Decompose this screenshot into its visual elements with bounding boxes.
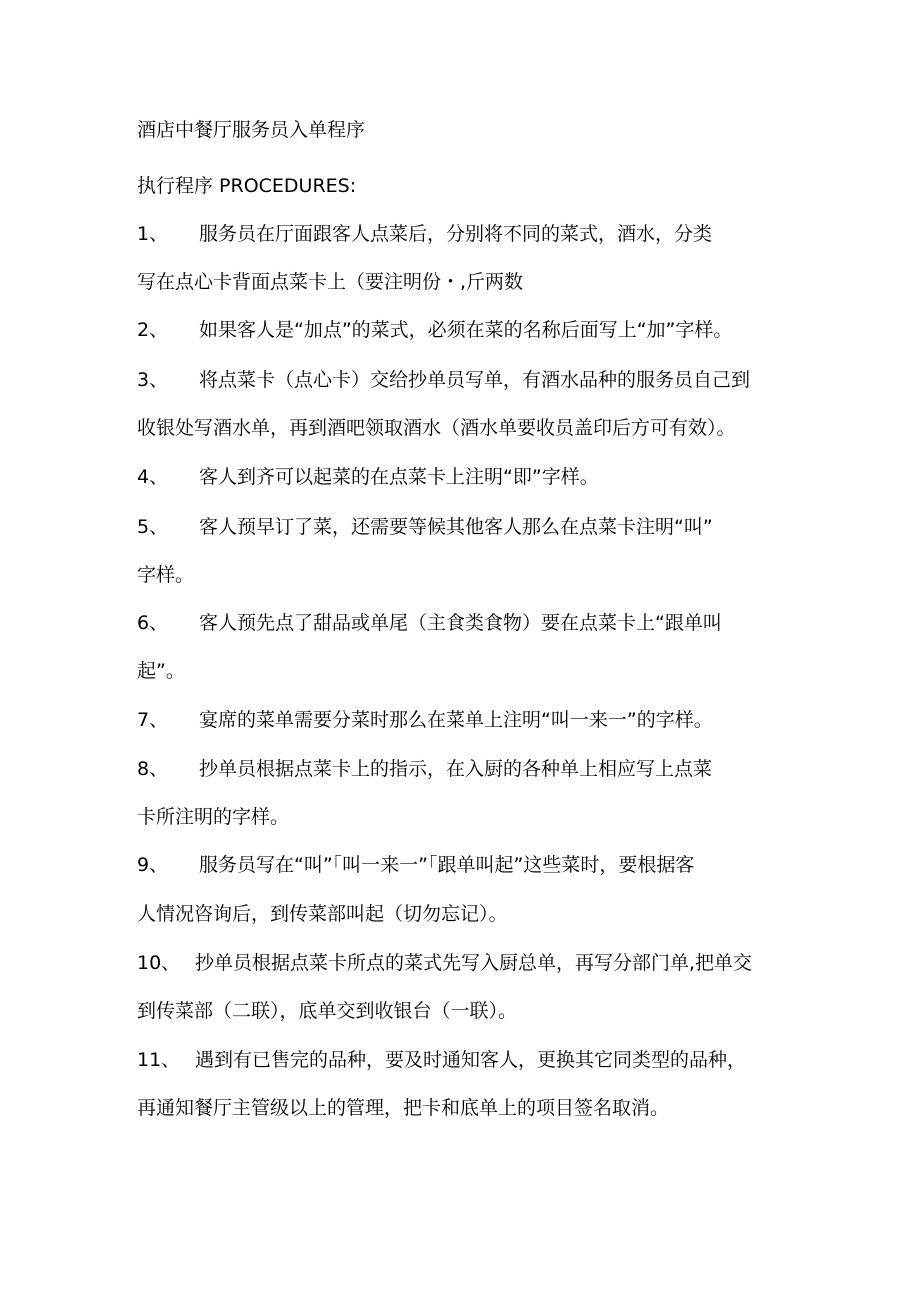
item-text: 客人预早订了菜，还需要等候其他客人那么在点菜卡注明“叫” [199,516,713,538]
item-text: 客人预先点了甜品或单尾（主食类食物）要在点菜卡上“跟单叫 [199,612,722,634]
item-text: 服务员写在“叫”「叫一来一”「跟单叫起”这些菜时，要根据客 [199,854,695,876]
list-item-10 [137,951,752,975]
item-number: 7、 [137,709,169,731]
list-item-5-continuation: 字样。 [137,564,195,586]
document-title: 酒店中餐厅服务员入单程序 [137,119,366,141]
item-text: 如果客人是“加点”的菜式，必须在菜的名称后面写上“加”字样。 [199,319,733,341]
item-number: 6、 [137,612,169,634]
item-text: 宴席的菜单需要分菜时那么在菜单上注明“叫一来一”的字样。 [199,709,713,731]
item-number: 1、 [137,223,169,245]
list-item-6-continuation: 起”。 [137,660,185,682]
item-text: 遇到有已售完的品种，要及时通知客人，更换其它同类型的品种， [195,1049,747,1071]
item-number: 8、 [137,758,169,780]
list-item-9-continuation: 人情况咨询后，到传菜部叫起（切勿忘记）。 [137,903,508,925]
item-text: 服务员在厅面跟客人点菜后，分别将不同的菜式，酒水，分类 [199,223,713,245]
item-text: 客人到齐可以起菜的在点菜卡上注明“即”字样。 [199,466,599,488]
item-text: 将点菜卡（点心卡）交给抄单员写单，有酒水品种的服务员自己到 [199,369,751,391]
list-item-6 [137,611,722,635]
list-item-11 [137,1048,746,1072]
item-text: 抄单员根据点菜卡上的指示，在入厨的各种单上相应写上点菜 [199,758,713,780]
list-item-2 [137,318,732,342]
list-item-9 [137,853,694,877]
item-number: 9、 [137,854,169,876]
list-item-8 [137,757,712,781]
list-item-11-continuation: 再通知餐厅主管级以上的管理，把卡和底单上的项目签名取消。 [137,1097,670,1119]
item-number: 4、 [137,466,169,488]
item-text: 抄单员根据点菜卡所点的菜式先写入厨总单，再写分部门单,把单交 [195,952,753,974]
list-item-3 [137,368,750,392]
list-item-4 [137,465,599,489]
item-number: 5、 [137,516,169,538]
list-item-1-continuation: 写在点心卡背面点菜卡上（要注明份・,斤两数 [137,271,524,293]
item-number: 10、 [137,952,181,974]
item-number: 3、 [137,369,169,391]
list-item-8-continuation: 卡所注明的字样。 [137,806,290,828]
list-item-7 [137,708,713,732]
item-number: 2、 [137,319,169,341]
list-item-3-continuation: 收银处写酒水单，再到酒吧领取酒水（酒水单要收员盖印后方可有效）。 [137,417,736,439]
item-number: 11、 [137,1049,181,1071]
list-item-5 [137,515,713,539]
procedures-heading: 执行程序 PROCEDURES: [137,175,357,197]
list-item-1 [137,222,712,246]
list-item-10-continuation: 到传菜部（二联），底单交到收银台（一联）。 [137,1000,518,1022]
